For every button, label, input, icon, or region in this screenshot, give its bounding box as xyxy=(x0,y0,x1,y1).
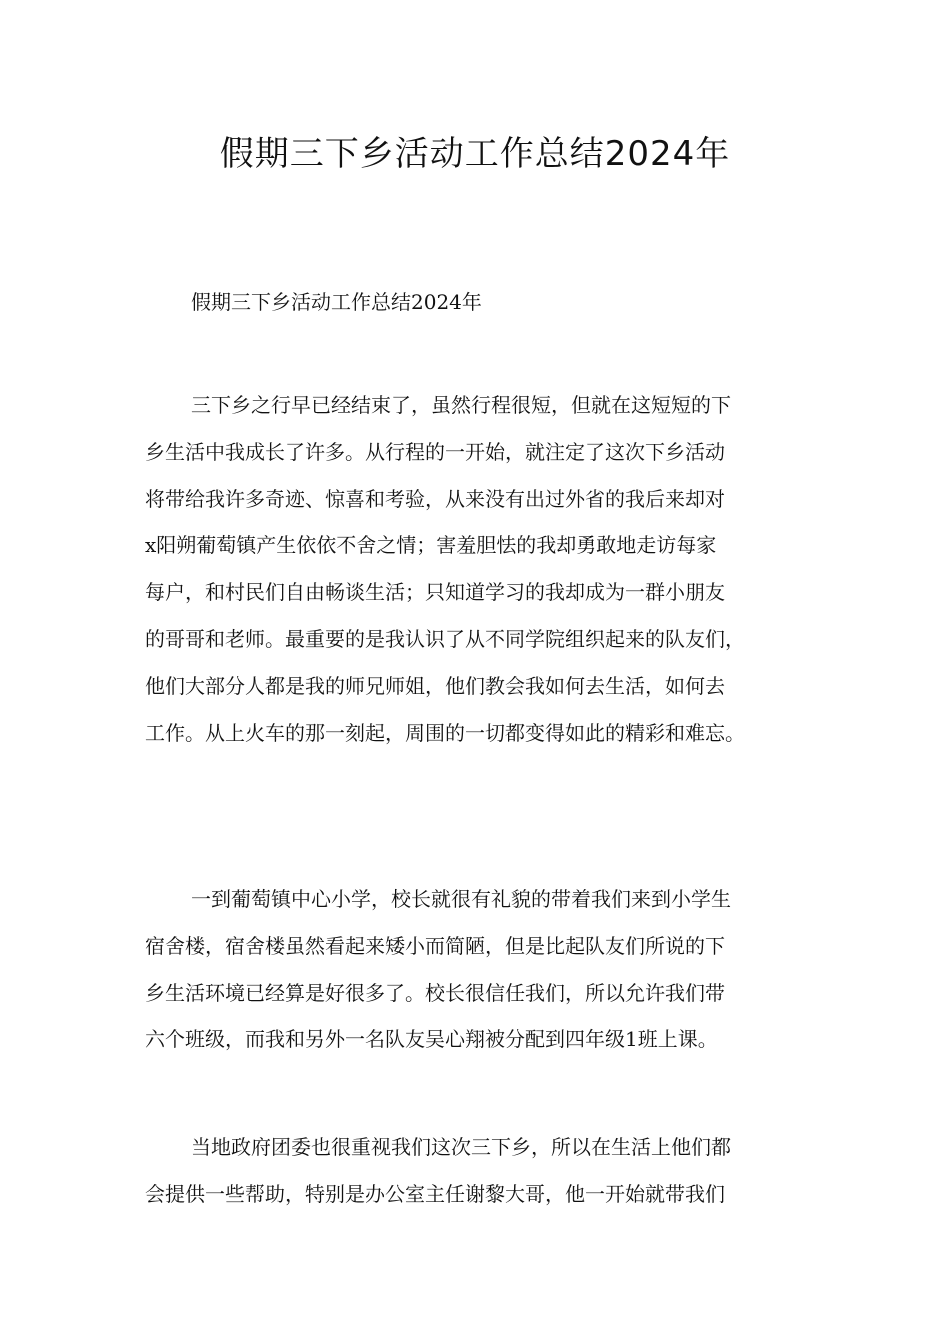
paragraph-line: 的哥哥和老师。最重要的是我认识了从不同学院组织起来的队友们， xyxy=(145,626,745,651)
paragraph-line: 工作。从上火车的那一刻起，周围的一切都变得如此的精彩和难忘。 xyxy=(145,720,745,745)
paragraph-line: 一到葡萄镇中心小学，校长就很有礼貌的带着我们来到小学生 xyxy=(191,887,731,911)
paragraph-1 xyxy=(145,382,825,756)
paragraph-2 xyxy=(145,876,825,1063)
paragraph-line: 乡生活环境已经算是好很多了。校长很信任我们，所以允许我们带 xyxy=(145,980,725,1005)
paragraph-3 xyxy=(145,1124,825,1218)
paragraph-line: x阳朔葡萄镇产生依依不舍之情；害羞胆怯的我却勇敢地走访每家 xyxy=(145,533,717,558)
paragraph-line: 当地政府团委也很重视我们这次三下乡，所以在生活上他们都 xyxy=(191,1135,731,1159)
paragraph-line: 每户，和村民们自由畅谈生活；只知道学习的我却成为一群小朋友 xyxy=(145,580,725,605)
paragraph-line: 宿舍楼，宿舍楼虽然看起来矮小而简陋，但是比起队友们所说的下 xyxy=(145,933,725,958)
document-title: 假期三下乡活动工作总结2024年 xyxy=(219,134,731,174)
paragraph-line: 他们大部分人都是我的师兄师姐，他们教会我如何去生活，如何去 xyxy=(145,673,725,698)
paragraph-line: 三下乡之行早已经结束了，虽然行程很短，但就在这短短的下 xyxy=(191,393,731,417)
paragraph-line: 乡生活中我成长了许多。从行程的一开始，就注定了这次下乡活动 xyxy=(145,439,725,464)
document-subtitle: 假期三下乡活动工作总结2024年 xyxy=(191,290,482,314)
paragraph-line: 六个班级，而我和另外一名队友吴心翔被分配到四年级1班上课。 xyxy=(145,1027,718,1052)
paragraph-line: 会提供一些帮助，特别是办公室主任谢黎大哥，他一开始就带我们 xyxy=(145,1181,725,1206)
paragraph-line: 将带给我许多奇迹、惊喜和考验，从来没有出过外省的我后来却对 xyxy=(145,486,725,511)
